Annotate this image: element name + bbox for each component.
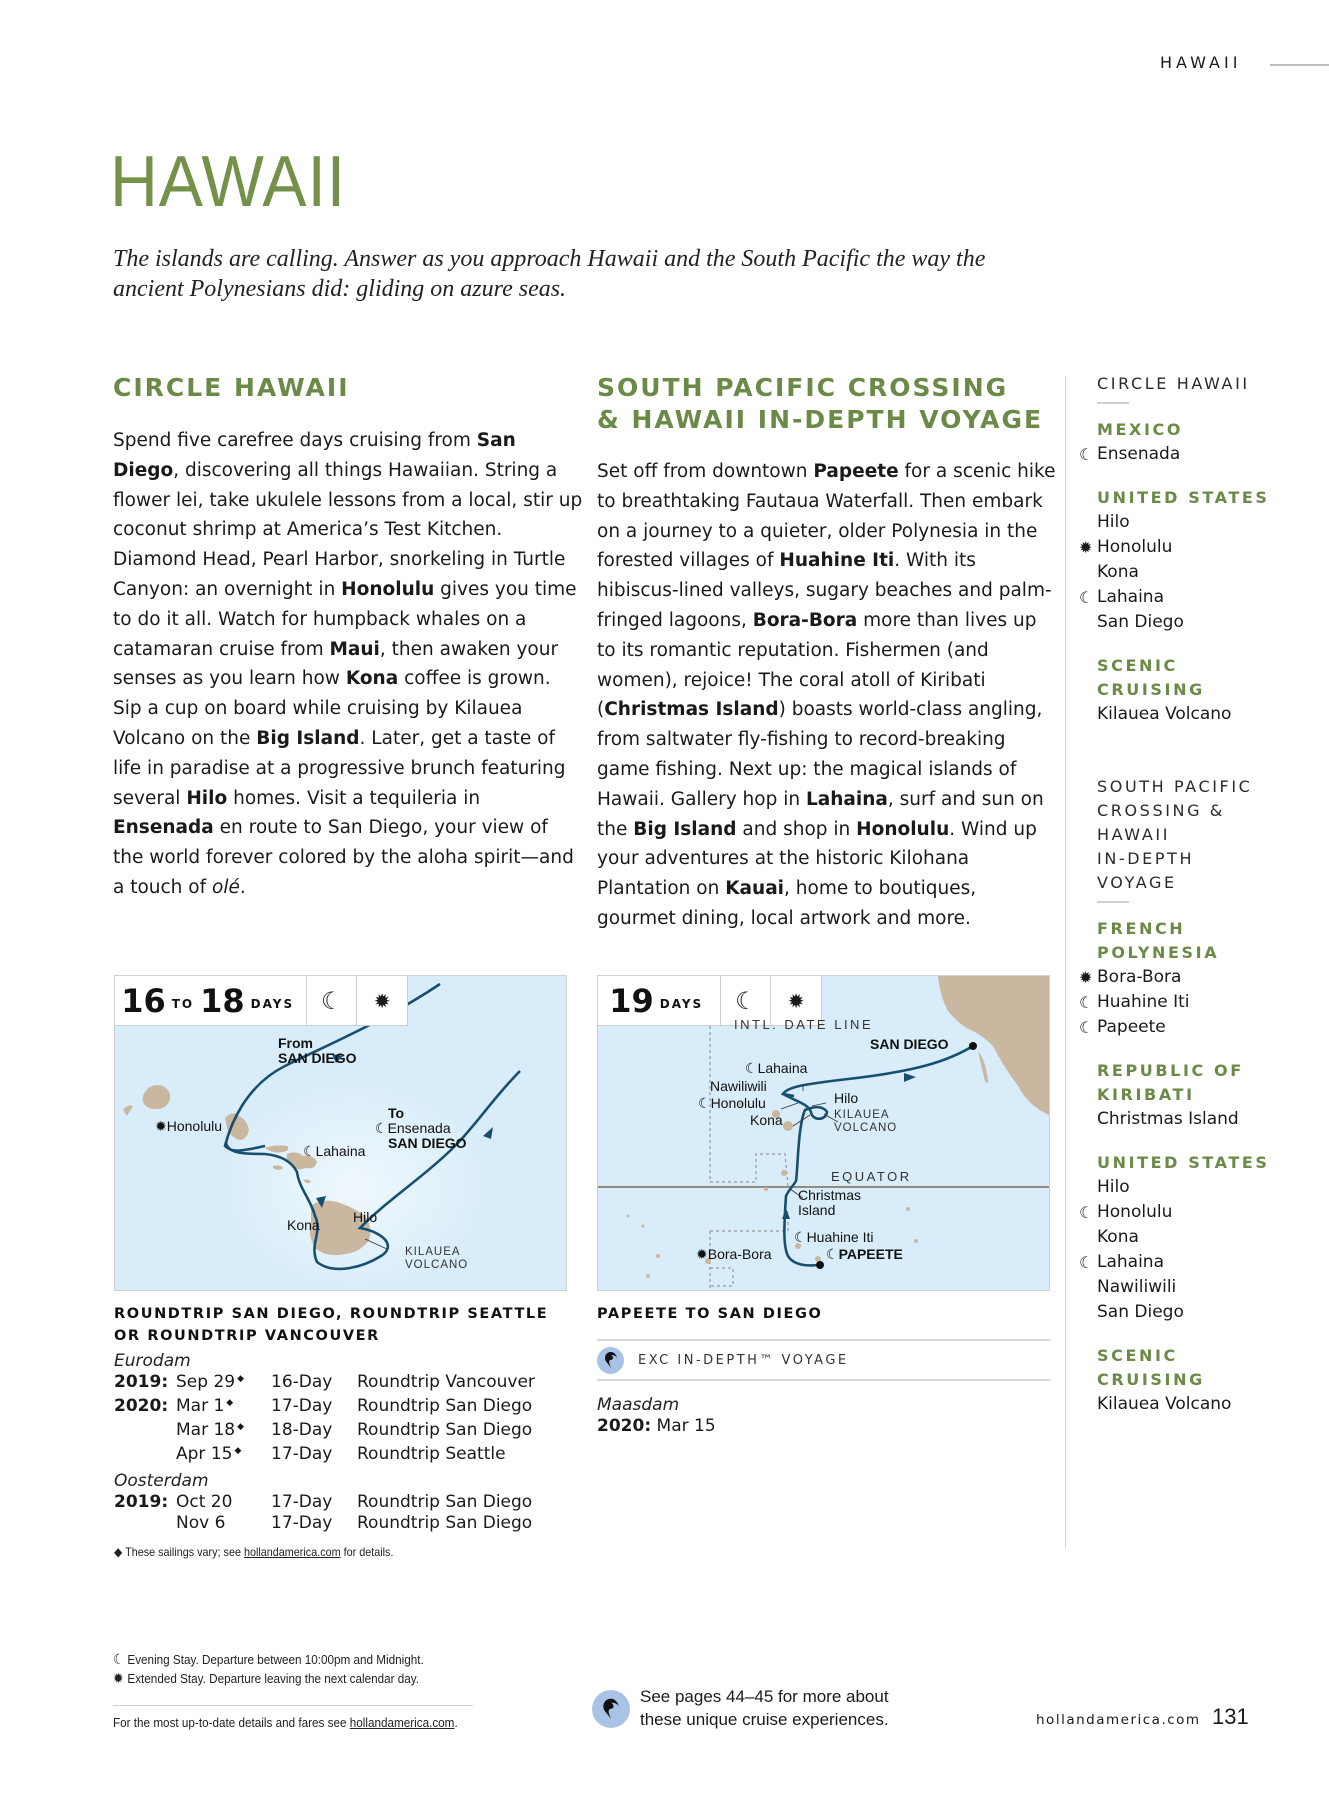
south-pacific-heading	[597, 372, 1057, 436]
map-label-hilo: Hilo	[834, 1090, 859, 1106]
map-label-from: From	[278, 1035, 313, 1051]
map-label-to-port: SAN DIEGO	[388, 1135, 467, 1151]
country-label: UNITED STATES	[1097, 1153, 1270, 1172]
itinerary-sidebar	[1079, 372, 1329, 1436]
legend-extended-stay: ✹ Extended Stay. Departure leaving the next calendar day.	[113, 1670, 420, 1686]
south-pacific-sailings	[597, 1303, 1050, 1437]
sidebar-country-group	[1079, 418, 1329, 467]
divider	[597, 1379, 1050, 1381]
map-label-date-line: INTL. DATE LINE	[734, 1017, 874, 1032]
sidebar-itinerary-title: CIRCLE HAWAII	[1097, 374, 1250, 393]
sailing-row: Apr 15 ◆ 17-Day Roundtrip Seattle	[176, 1444, 506, 1464]
sidebar-country-group	[1097, 1344, 1329, 1417]
port-item: Christmas Island	[1097, 1109, 1239, 1129]
duration-badge	[115, 976, 408, 1026]
country-label: FRENCH POLYNESIA	[1097, 919, 1220, 962]
exc-label: EXC IN-DEPTH™ VOYAGE	[638, 1352, 849, 1368]
map-label-lahaina: ☾Lahaina	[745, 1060, 808, 1076]
route-heading: PAPEETE TO SAN DIEGO	[597, 1306, 823, 1322]
map-label-christmas: Christmas	[798, 1187, 862, 1203]
port-item: ☾ Honolulu	[1097, 1200, 1329, 1225]
map-label-huahine: ☾Huahine Iti	[794, 1229, 874, 1245]
footer-divider	[113, 1705, 473, 1706]
sailing-date: 2020: Mar 15	[597, 1416, 716, 1436]
see-pages-note: See pages 44–45 for more about these unique cruise experiences.	[640, 1687, 889, 1729]
south-pacific-body: Set off from downtown Papeete for a scenic hike to breathtaking Fautaua Waterfall. Then embark on a journey to a quieter, older Polynesia in the forested villages of Huahine Iti. With its hibiscus-lined valleys, sugary beaches and palm-fringed lagoons, Bora-Bora more than lives up to its romantic reputation. Fishermen (and women), rejoice! The coral atoll of Kiribati (Christmas Island) boasts world-class angling, from saltwater fly-fishing to record-breaking game fishing. Next up: the magical islands of Hawaii. Gallery hop in Lahaina, surf and sun on the Big Island and shop in Honolulu. Wind up your adventures at the historic Kilohana Plantation on Kauai, home to boutiques, gourmet dining, local artwork and more.	[597, 461, 1056, 929]
port-item: ☾ Lahaina	[1097, 1250, 1329, 1275]
moon-icon: ☾	[1079, 993, 1094, 1012]
port-item: San Diego	[1097, 612, 1184, 632]
port-item: ✹ Honolulu	[1097, 535, 1329, 560]
map-label-hilo: Hilo	[353, 1209, 378, 1225]
port-item: Kilauea Volcano	[1097, 704, 1232, 724]
map-label-volcano: VOLCANO	[405, 1259, 469, 1271]
moon-icon: ☾	[794, 1229, 807, 1245]
ships-list	[114, 1351, 574, 1534]
circle-hawaii-body: Spend five carefree days cruising from San Diego, discovering all things Hawaiian. String a flower lei, take ukulele lessons from a local, stir up coconut shrimp at America’s Test Kitchen. Diamond Head, Pearl Harbor, snorkeling in Turtle Canyon: an overnight in Honolulu gives you time to do it all. Watch for humpback whales on a catamaran cruise from Maui, then awaken your senses as you learn how Kona coffee is grown. Sip a cup on board while cruising by Kilauea Volcano on the Big Island. Later, get a taste of life in paradise at a progressive brunch featuring several Hilo homes. Visit a tequileria in Ensenada en route to San Diego, your view of the world forever colored by the aloha spirit—and a touch of olé.	[113, 430, 583, 898]
fares-note: For the most up-to-date details and fares see hollandamerica.com.	[113, 1715, 458, 1730]
moon-icon: ☾	[735, 987, 757, 1015]
port-item: Kona	[1097, 562, 1139, 582]
port-item: ☾ Ensenada	[1097, 442, 1329, 467]
intro-text: The islands are calling. Answer as you approach Hawaii and the South Pacific the way the ancient Polynesians did: gliding on azure seas.	[113, 246, 986, 302]
divider	[1097, 402, 1129, 404]
map-label-equator: EQUATOR	[831, 1169, 912, 1184]
south-pacific-heading-line1: SOUTH PACIFIC CROSSING	[597, 373, 1009, 402]
ship-name: Maasdam	[597, 1395, 680, 1415]
sidebar-country-group	[1079, 1151, 1329, 1325]
map-label-kona: Kona	[287, 1217, 320, 1233]
sailing-row: Nov 6 17-Day Roundtrip San Diego	[176, 1513, 533, 1533]
south-pacific-heading-line2: & HAWAII IN-DEPTH VOYAGE	[597, 405, 1044, 434]
sidebar-divider	[1065, 376, 1066, 1548]
circle-hawaii-sailings	[114, 1303, 574, 1559]
circle-hawaii-heading: CIRCLE HAWAII	[113, 373, 350, 402]
sailings-table	[114, 1372, 535, 1468]
legend-evening-stay: ☾ Evening Stay. Departure between 10:00pm and Midnight.	[113, 1651, 424, 1667]
circle-hawaii-map	[114, 975, 567, 1291]
country-label: REPUBLIC OF KIRIBATI	[1097, 1061, 1244, 1104]
days-word: DAYS	[250, 997, 295, 1011]
extended-stay-icon: ✹	[113, 1670, 124, 1686]
map-label-bora-bora: ✹Bora-Bora	[696, 1246, 772, 1262]
moon-icon: ☾	[321, 987, 343, 1015]
route-heading-line1: ROUNDTRIP SAN DIEGO, ROUNDTRIP SEATTLE	[114, 1306, 549, 1322]
days-max: 18	[200, 982, 245, 1020]
moon-icon: ☾	[1079, 1018, 1094, 1037]
location-pin-icon	[597, 1347, 624, 1374]
north-america-coast	[938, 976, 1050, 1116]
days-min: 16	[121, 982, 166, 1020]
sidebar-country-group	[1097, 1059, 1329, 1132]
country-label: SCENIC CRUISING	[1097, 656, 1205, 699]
map-label-san-diego: SAN DIEGO	[870, 1036, 949, 1052]
map-label-honolulu: ✹Honolulu	[155, 1118, 222, 1134]
port-item: ☾ Papeete	[1097, 1015, 1329, 1040]
map-label-papeete: ☾PAPEETE	[826, 1246, 903, 1262]
port-item: ☾ Lahaina	[1097, 585, 1329, 610]
sailings-footnote: ◆ These sailings vary; see hollandamerica.com for details.	[114, 1545, 394, 1559]
sidebar-country-group	[1079, 917, 1329, 1040]
sidebar-itinerary	[1079, 775, 1329, 1417]
moon-icon: ☾	[1079, 588, 1094, 607]
port-item: Nawiliwili	[1097, 1277, 1177, 1297]
ship-name: Eurodam	[114, 1351, 191, 1371]
moon-icon: ☾	[826, 1246, 839, 1262]
extended-stay-icon: ✹	[155, 1118, 167, 1134]
location-pin-icon	[592, 1690, 630, 1728]
country-label: MEXICO	[1097, 420, 1184, 439]
map-label-kilauea: KILAUEA	[405, 1246, 461, 1258]
extended-stay-icon: ✹	[1079, 538, 1093, 557]
moon-icon: ☾	[698, 1095, 711, 1111]
map-label-nawiliwili: Nawiliwili	[710, 1078, 767, 1094]
exc-in-depth-badge	[597, 1341, 1050, 1379]
route-heading-line2: OR ROUNDTRIP VANCOUVER	[114, 1328, 380, 1344]
moon-icon: ☾	[745, 1060, 758, 1076]
map-label-kona: Kona	[750, 1112, 783, 1128]
map-label-honolulu: ☾Honolulu	[698, 1095, 766, 1111]
ship-name: Oosterdam	[114, 1471, 209, 1491]
port-item: San Diego	[1097, 1302, 1184, 1322]
legend	[113, 1650, 458, 1688]
kauai-island	[143, 1085, 171, 1109]
south-pacific-map	[597, 975, 1050, 1291]
moon-icon: ☾	[1079, 445, 1094, 464]
moon-icon: ☾	[1079, 1203, 1094, 1222]
sidebar-country-group	[1097, 654, 1329, 727]
port-item: Hilo	[1097, 512, 1130, 532]
sidebar-country-group	[1079, 486, 1329, 635]
extended-stay-icon: ✹	[787, 989, 805, 1013]
map-label-kilauea: KILAUEA	[834, 1109, 890, 1121]
map-label-to: To	[388, 1105, 405, 1121]
sailings-table	[114, 1492, 532, 1534]
extended-stay-icon: ✹	[373, 989, 391, 1013]
port-item: Kona	[1097, 1227, 1139, 1247]
map-label-volcano: VOLCANO	[834, 1122, 898, 1134]
sidebar-itinerary	[1079, 372, 1329, 727]
extended-stay-icon: ✹	[696, 1246, 708, 1262]
extended-stay-icon: ✹	[1079, 968, 1093, 987]
page-number: 131	[1212, 1704, 1249, 1729]
port-item: ✹ Bora-Bora	[1097, 965, 1329, 990]
port-item: Hilo	[1097, 1177, 1130, 1197]
page-title: HAWAII	[110, 142, 347, 222]
map-label-from-port: SAN DIEGO	[278, 1050, 357, 1066]
map-label-ensenada: ☾Ensenada	[375, 1120, 451, 1136]
moon-icon: ☾	[113, 1651, 125, 1667]
sailing-row: 2019: Sep 29 ◆ 16-Day Roundtrip Vancouver	[114, 1372, 535, 1392]
days-to-word: TO	[171, 997, 195, 1011]
port-item: ☾ Huahine Iti	[1097, 990, 1329, 1015]
divider	[1097, 901, 1129, 903]
moon-icon: ☾	[375, 1120, 388, 1136]
days-count: 19	[609, 982, 654, 1020]
website: hollandamerica.com	[1036, 1712, 1201, 1728]
country-label: UNITED STATES	[1097, 488, 1270, 507]
days-word: DAYS	[659, 997, 704, 1011]
sidebar-itinerary-title: SOUTH PACIFIC CROSSING & HAWAII IN-DEPTH VOYAGE	[1097, 777, 1253, 892]
running-header: HAWAII	[1160, 53, 1242, 72]
sailing-row: 2019: Oct 20 17-Day Roundtrip San Diego	[114, 1492, 533, 1512]
header-rule	[1270, 64, 1329, 66]
footnote-link[interactable]: hollandamerica.com	[243, 1545, 341, 1559]
sailing-row: Mar 18 ◆ 18-Day Roundtrip San Diego	[176, 1420, 533, 1440]
fares-link[interactable]: hollandamerica.com	[349, 1715, 455, 1730]
sailing-row: 2020: Mar 1 ◆ 17-Day Roundtrip San Diego	[114, 1396, 533, 1416]
moon-icon: ☾	[1079, 1253, 1094, 1272]
country-label: SCENIC CRUISING	[1097, 1346, 1205, 1389]
moon-icon: ☾	[303, 1143, 316, 1159]
map-label-lahaina: ☾Lahaina	[303, 1143, 366, 1159]
map-label-island: Island	[798, 1202, 836, 1218]
port-item: Kilauea Volcano	[1097, 1394, 1232, 1414]
